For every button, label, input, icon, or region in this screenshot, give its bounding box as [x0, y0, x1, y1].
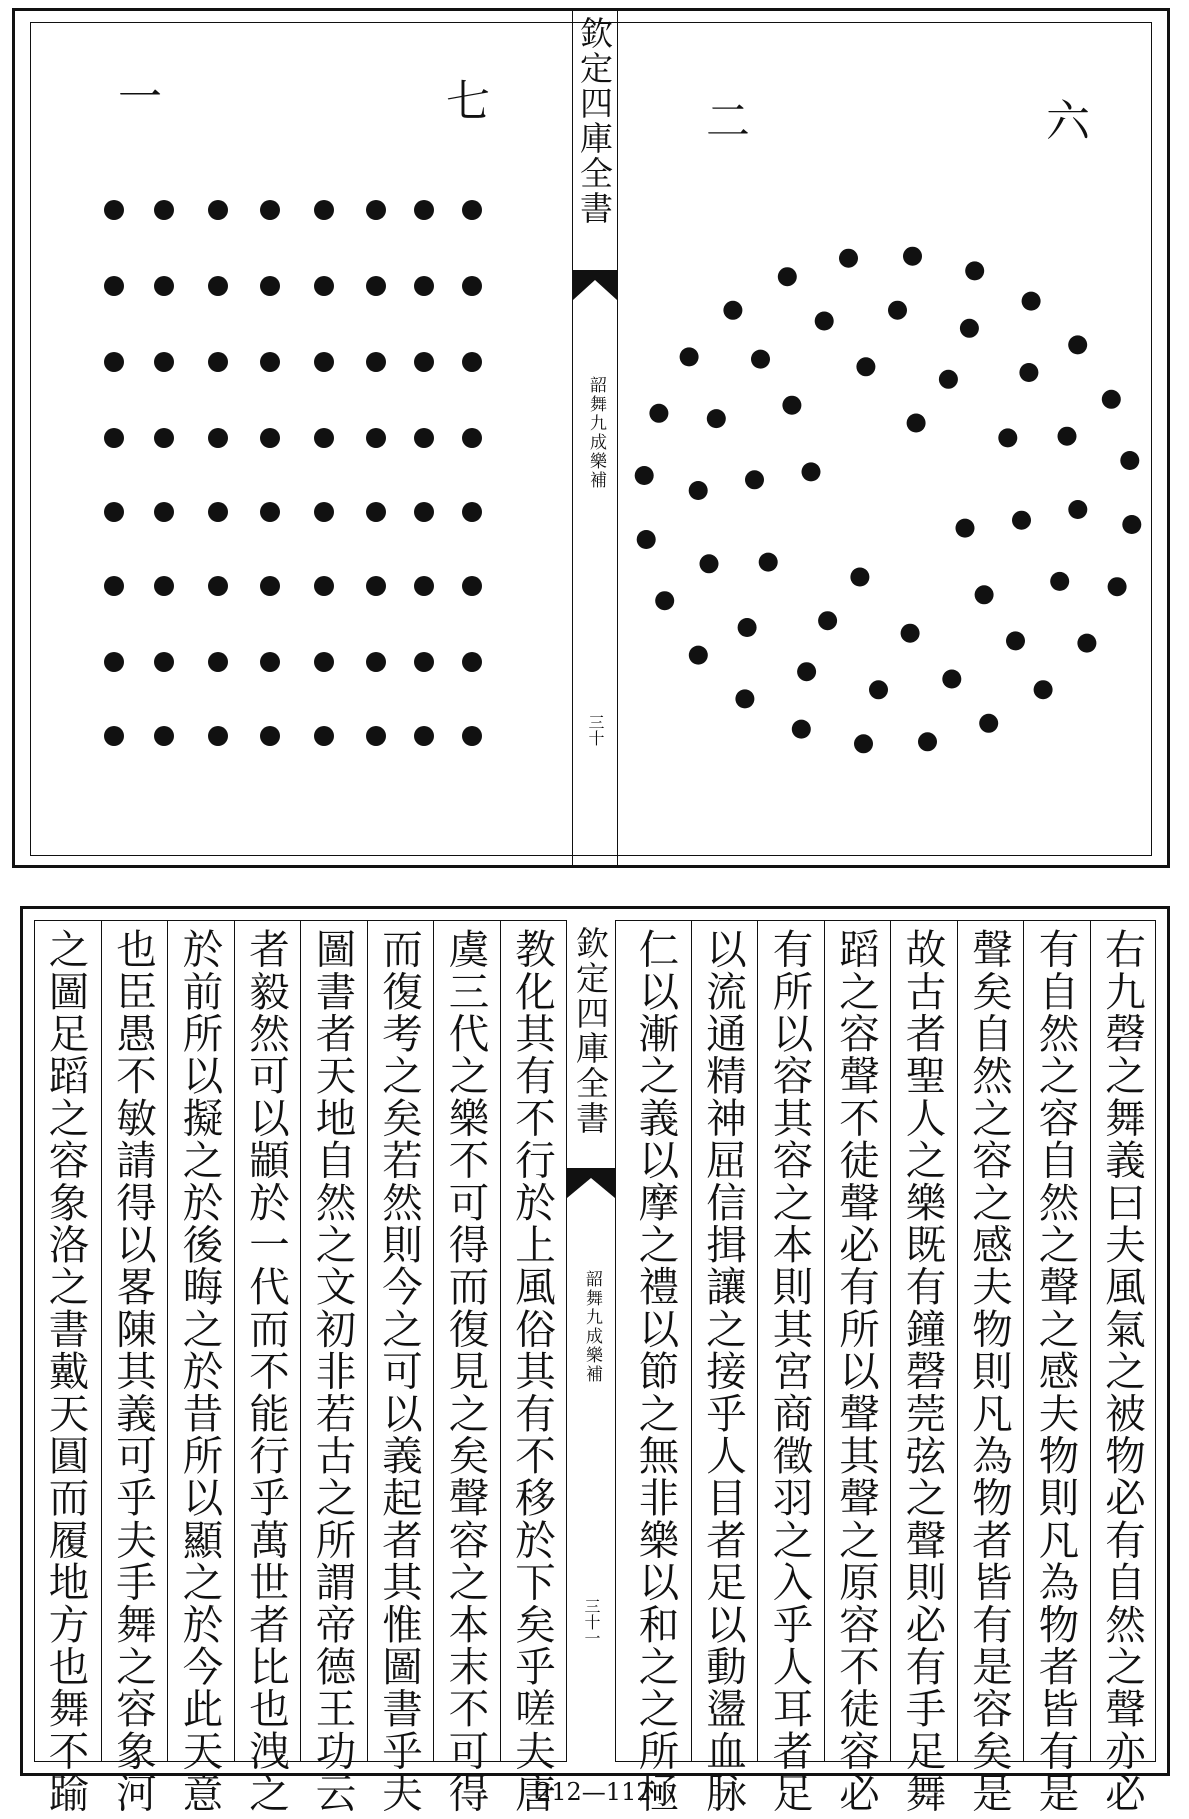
- ring-dot: [751, 350, 770, 369]
- page-footer: 212—112: [536, 1778, 652, 1806]
- ring-dot: [956, 519, 975, 538]
- ring-dot: [1019, 363, 1038, 382]
- top-spine-page-number: 三十: [586, 714, 605, 746]
- ring-dot: [1077, 634, 1096, 653]
- ring-dot: [839, 249, 858, 268]
- ring-dot: [689, 481, 708, 500]
- ring-dot: [1120, 451, 1139, 470]
- column-text: 故古者聖人之樂既有鐘磬莞弦之聲則必有手足舞: [898, 928, 947, 1815]
- column-text: 蹈之容聲不徒聲必有所以聲其聲之原容不徒容必: [832, 928, 880, 1815]
- ring-dot: [854, 734, 873, 753]
- top-spine-title: 欽定四庫全書: [575, 16, 614, 226]
- ring-dot: [680, 347, 699, 366]
- ring-dot: [818, 611, 837, 630]
- ring-dot: [901, 624, 920, 643]
- text-column: [433, 920, 500, 1815]
- text-column: [824, 920, 891, 1815]
- text-column: [367, 920, 434, 1815]
- ring-dot: [778, 267, 797, 286]
- column-text: 有所以容其容之本則其宮商徵羽之入乎人耳者足: [765, 928, 814, 1815]
- column-text: 聲矣自然之容之感夫物則凡為物者皆有是容矣是: [965, 928, 1013, 1815]
- ring-dot: [707, 409, 726, 428]
- column-text: 也臣愚不敏請得以畧陳其義可乎夫手舞之容象河: [109, 928, 157, 1815]
- ring-dot: [792, 720, 811, 739]
- text-column: [167, 920, 234, 1815]
- column-text: 虞三代之樂不可得而復見之矣聲容之本末不可得: [441, 928, 490, 1815]
- ring-dot: [723, 301, 742, 320]
- bottom-spine-page-number: 三十一: [582, 1598, 601, 1646]
- ring-dot: [918, 732, 937, 751]
- ring-dot: [1022, 292, 1041, 311]
- ring-dot: [1122, 515, 1141, 534]
- ring-dot: [975, 585, 994, 604]
- ring-dot: [1012, 511, 1031, 530]
- column-text: 教化其有不行於上風俗其有不移於下矣乎嗟夫唐: [508, 928, 556, 1815]
- ring-dot: [1068, 335, 1087, 354]
- ring-dot: [960, 319, 979, 338]
- fish-tail-mark: [567, 1168, 615, 1202]
- ring-dot: [1058, 427, 1077, 446]
- bottom-spine-subtitle: 韶舞九成樂補: [582, 1270, 602, 1384]
- ring-dot: [1050, 572, 1069, 591]
- ring-dot: [939, 370, 958, 389]
- left-figure-label: 七: [446, 76, 490, 127]
- ring-dot: [1108, 577, 1127, 596]
- column-text: 而復考之矣若然則今之可以義起者其惟圖書乎夫: [375, 928, 423, 1815]
- ring-dot: [907, 414, 926, 433]
- right-figure-label: 六: [1046, 96, 1090, 147]
- text-column: [1023, 920, 1090, 1815]
- text-column: [101, 920, 168, 1815]
- column-text: 之圖足蹈之容象洛之書戴天圓而履地方也舞不踰: [41, 928, 90, 1815]
- ring-dot: [815, 312, 834, 331]
- ring-dot: [802, 462, 821, 481]
- ring-dot: [850, 568, 869, 587]
- ring-dot: [759, 553, 778, 572]
- ring-dot: [965, 261, 984, 280]
- right-figure-count: 二: [706, 96, 750, 147]
- top-spine: [572, 8, 618, 868]
- column-text: 者毅然可以顓於一代而不能行乎萬世者比也洩之: [242, 928, 290, 1815]
- text-column: [957, 920, 1024, 1815]
- ring-dot: [649, 404, 668, 423]
- ring-dot: [1102, 390, 1121, 409]
- ring-dot: [738, 618, 757, 637]
- column-text: 以流通精神屈信揖讓之接乎人目者足以動盪血脉: [699, 928, 747, 1815]
- column-text: 於前所以擬之於後晦之於昔所以顯之於今此天意: [175, 928, 224, 1815]
- column-text: 右九磬之舞義曰夫風氣之被物必有自然之聲亦必: [1098, 928, 1146, 1815]
- ring-dot: [689, 646, 708, 665]
- text-column: [300, 920, 367, 1815]
- ring-dot: [856, 357, 875, 376]
- column-text: 仁以漸之義以摩之禮以節之無非樂以和之之所極: [631, 928, 680, 1815]
- ring-dot: [782, 396, 801, 415]
- ring-dot: [1068, 500, 1087, 519]
- ring-dot: [979, 714, 998, 733]
- ring-dot: [735, 689, 754, 708]
- ring-dot: [998, 428, 1017, 447]
- text-column: [757, 920, 824, 1815]
- text-column: [691, 920, 758, 1815]
- ring-dot: [655, 591, 674, 610]
- ring-dot: [745, 470, 764, 489]
- text-column: [624, 920, 691, 1815]
- ring-dot: [903, 247, 922, 266]
- ring-dot: [1034, 680, 1053, 699]
- text-column: [234, 920, 301, 1815]
- ring-dot: [942, 670, 961, 689]
- ring-dot: [700, 554, 719, 573]
- text-column: [500, 920, 567, 1815]
- column-text: 圖書者天地自然之文初非若古之所謂帝德王功云: [308, 928, 357, 1815]
- ring-dot: [797, 662, 816, 681]
- bottom-spine-title: 欽定四庫全書: [571, 926, 610, 1136]
- left-figure-count: 一: [118, 72, 162, 123]
- text-column: [890, 920, 957, 1815]
- bottom-spine: [566, 920, 616, 1762]
- text-column: [34, 920, 101, 1815]
- ring-dot: [869, 680, 888, 699]
- ring-dot: [637, 530, 656, 549]
- top-spine-subtitle: 韶舞九成樂補: [586, 376, 606, 490]
- fish-tail-mark: [573, 270, 617, 304]
- ring-dot: [888, 301, 907, 320]
- ring-dot: [1006, 631, 1025, 650]
- text-column: [1090, 920, 1157, 1815]
- column-text: 有自然之容自然之聲之感夫物則凡為物者皆有是: [1031, 928, 1080, 1815]
- ring-dot: [635, 466, 654, 485]
